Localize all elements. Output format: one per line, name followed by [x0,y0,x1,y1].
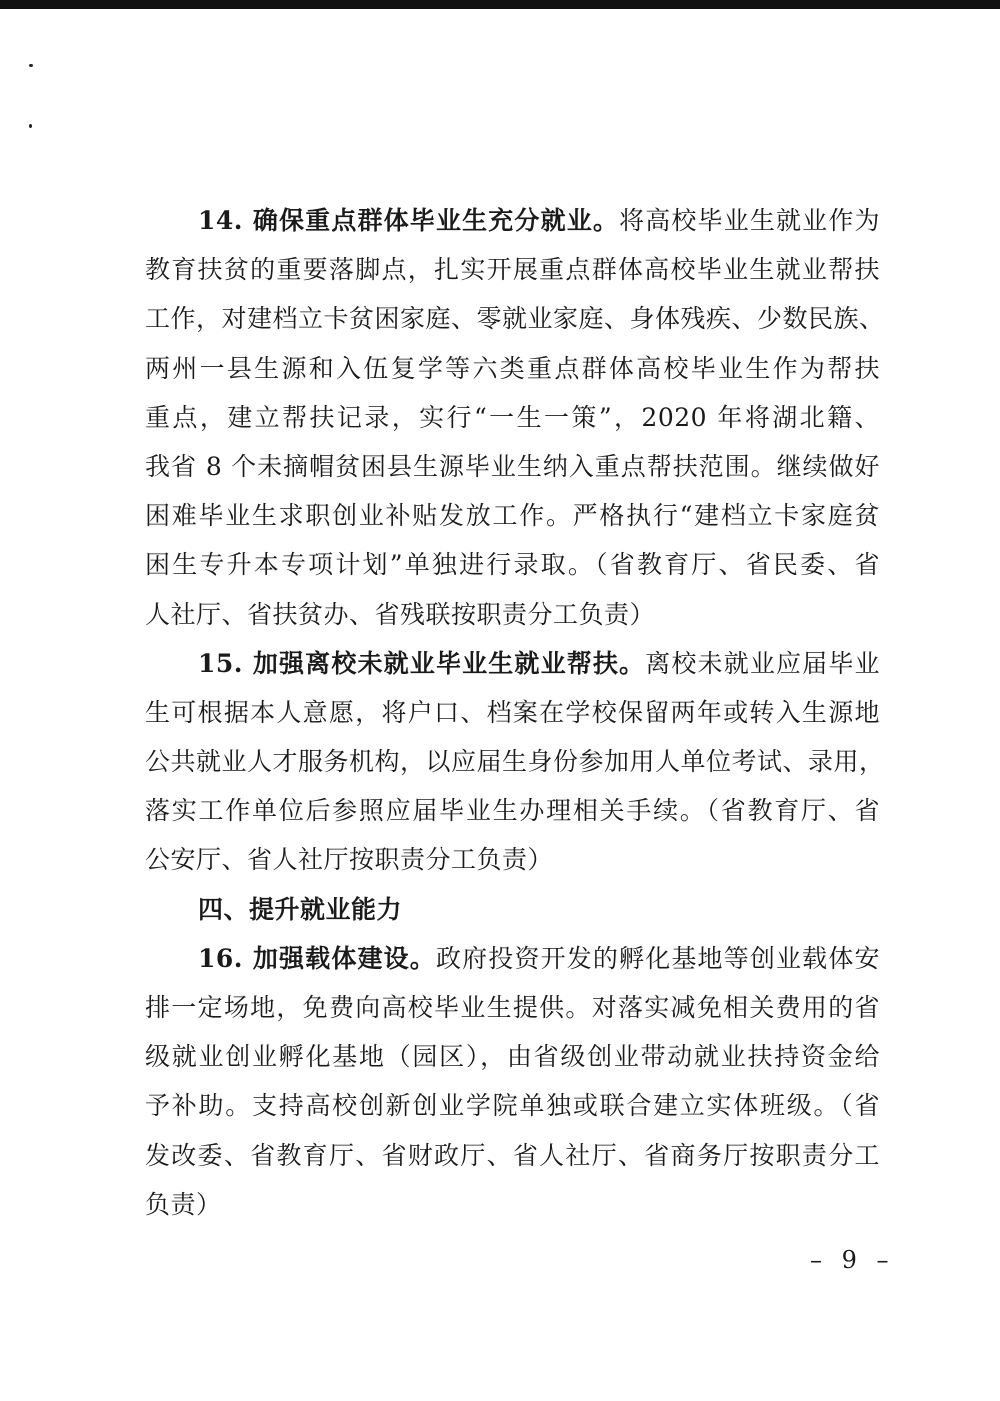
paragraph-16-line: 排一定场地，免费向高校毕业生提供。对落实减免相关费用的省 [145,993,880,1022]
paragraph-16-line: 发改委、省教育厅、省财政厅、省人社厅、省商务厅按职责分工 [145,1140,880,1170]
paragraph-14-line: 困生专升本专项计划”单独进行录取。（省教育厅、省民委、省 [145,550,880,580]
paragraph-14-text: 将高校毕业生就业作为 [619,206,880,235]
paragraph-15-lead: 15. 加强离校未就业毕业生就业帮扶。 [198,648,646,678]
paragraph-16-line: 负责） [145,1189,222,1219]
scan-speck [29,124,32,128]
paragraph-15-line: 生可根据本人意愿，将户口、档案在学校保留两年或转入生源地 [145,697,880,727]
paragraph-14-line: 工作，对建档立卡贫困家庭、零就业家庭、身体残疾、少数民族、 [145,304,885,334]
paragraph-15-line: 公共就业人才服务机构，以应届生身份参加用人单位考试、录用， [145,747,885,777]
paragraph-14-line: 教育扶贫的重要落脚点，扎实开展重点群体高校毕业生就业帮扶 [145,255,880,285]
page-number: – 9 – [810,1246,895,1274]
paragraph-16-line: 予补助。支持高校创新创业学院单独或联合建立实体班级。（省 [145,1091,880,1121]
paragraph-14-line: 两州一县生源和入伍复学等六类重点群体高校毕业生作为帮扶 [145,353,880,383]
scan-top-border [0,0,1000,9]
paragraph-14-line: 我省 8 个未摘帽贫困县生源毕业生纳入重点帮扶范围。继续做好 [145,451,880,481]
paragraph-14-line: 重点，建立帮扶记录，实行“一生一策”，2020 年将湖北籍、 [145,402,880,432]
paragraph-16-text: 政府投资开发的孵化基地等创业载体安 [435,943,880,973]
section-heading: 四、提升就业能力 [198,894,403,924]
paragraph-14-line [145,196,880,245]
document-body [145,196,885,1229]
paragraph-16-line [145,934,880,983]
paragraph-15-line: 公安厅、省人社厅按职责分工负责） [145,845,554,875]
paragraph-15-text: 离校未就业应届毕业 [645,648,880,678]
scan-speck [29,64,33,67]
paragraph-14-line: 人社厅、省扶贫办、省残联按职责分工负责） [145,599,656,629]
paragraph-14-line: 困难毕业生求职创业补贴发放工作。严格执行“建档立卡家庭贫 [145,501,880,531]
paragraph-15-line: 落实工作单位后参照应届毕业生办理相关手续。（省教育厅、省 [145,796,880,826]
paragraph-16-lead: 16. 加强载体建设。 [198,943,436,973]
paragraph-14-lead: 14. 确保重点群体毕业生充分就业。 [198,206,620,235]
paragraph-15-line [145,639,880,688]
paragraph-16-line: 级就业创业孵化基地（园区），由省级创业带动就业扶持资金给 [145,1042,880,1072]
